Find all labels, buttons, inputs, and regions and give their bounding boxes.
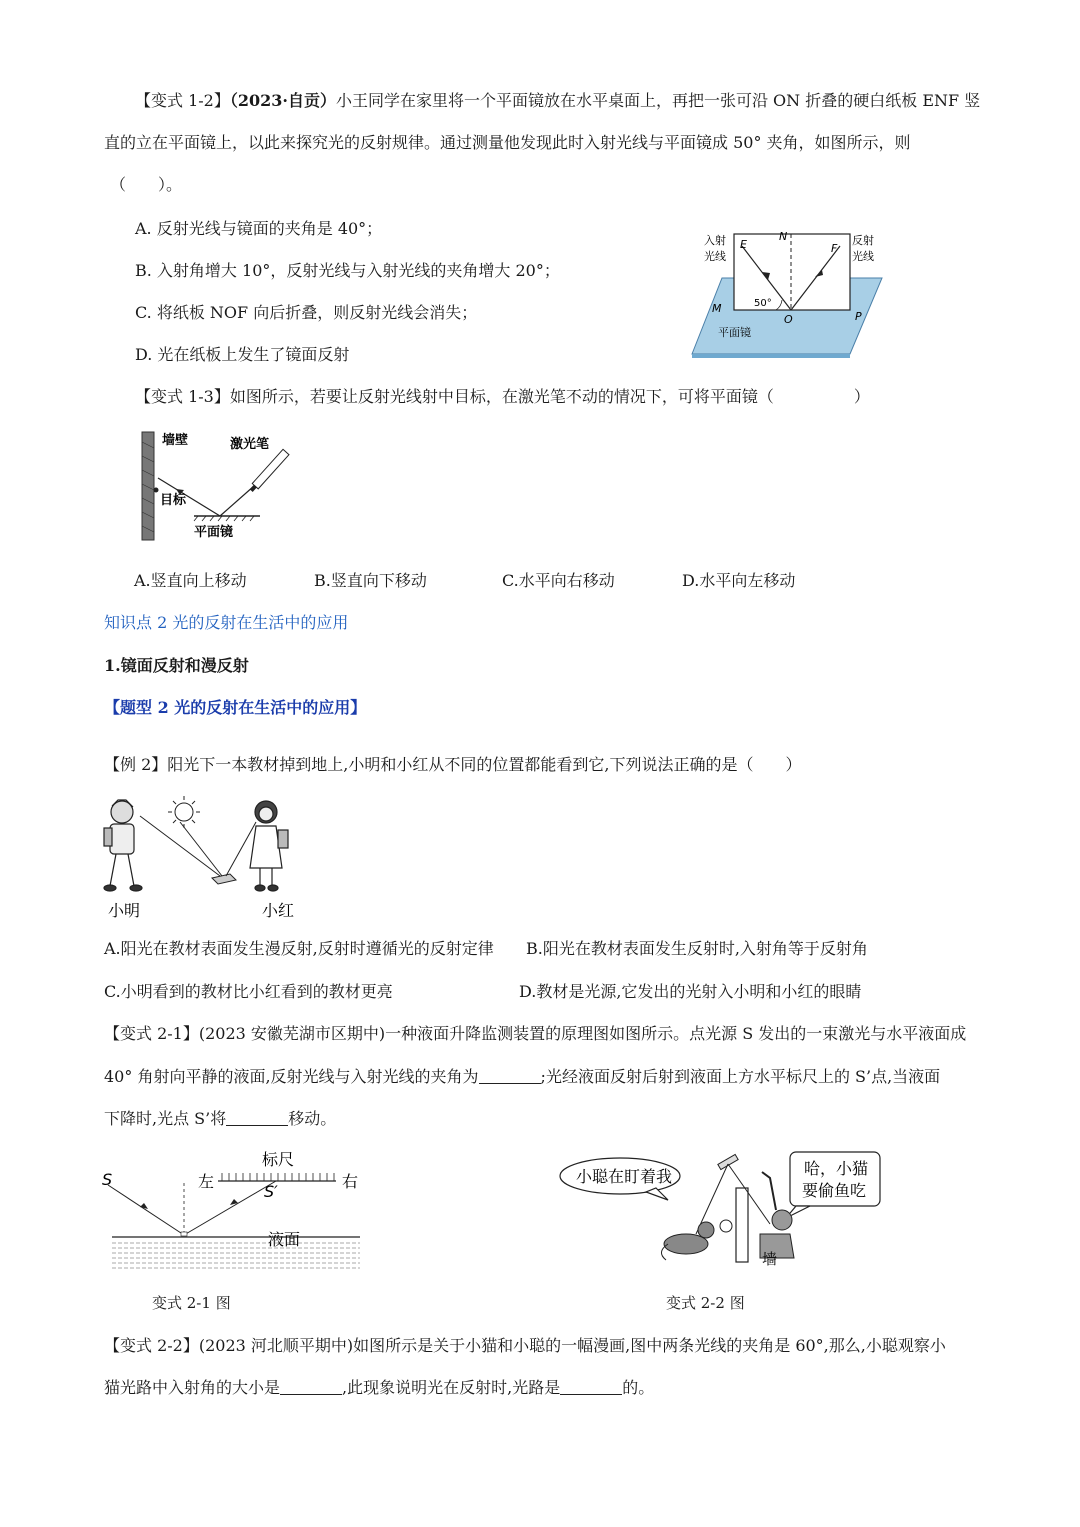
boy-figure [104,800,142,891]
q1-3-option-b: B.竖直向下移动 [314,571,427,590]
q2-1-figure-caption: 变式 2-1 图 [152,1294,231,1312]
q1-3-option-a: A.竖直向上移动 [134,571,247,590]
incident-laser-ray [108,1185,184,1235]
example-2-option-b: B.阳光在教材表面发生反射时,入射角等于反射角 [526,939,868,958]
mirror-label: 平面镜 [718,326,751,339]
q2-2-blank-2[interactable] [560,1378,622,1395]
q2-1-stem-3a: 下降时,光点 S’将 [104,1109,227,1128]
label-p: P [855,310,862,323]
question-type-2-heading: 【题型 2 光的反射在生活中的应用】 [104,698,367,717]
q2-1-stem-3 [104,1109,336,1129]
incidence-point [181,1232,187,1236]
laser-incident-ray [220,486,254,516]
q2-2-stem-2 [104,1378,654,1398]
label-o: O [784,313,793,326]
wall-label: 墙 [762,1250,778,1268]
q1-2-label: 【变式 1-2】 [135,91,230,110]
q1-2-option-a: A. 反射光线与镜面的夹角是 40°； [135,219,383,238]
wall-shape [736,1188,748,1262]
example-2-stem: 【例 2】阳光下一本教材掉到地上,小明和小红从不同的位置都能看到它,下列说法正确的是（ ） [104,755,802,774]
example-2-option-d: D.教材是光源,它发出的光射入小明和小红的眼睛 [519,982,862,1001]
q2-1-liquid-level-figure [98,1145,368,1273]
top-mirror [718,1154,738,1169]
q2-2-cartoon-figure [556,1148,886,1272]
q1-3-option-d: D.水平向左移动 [682,571,796,590]
xiaoming-label: 小明 [108,901,141,920]
q1-2-option-b: B. 入射角增大 10°，反射光线与入射光线的夹角增大 20°； [135,261,560,280]
ruler-ticks [222,1173,334,1181]
q1-2-line-1 [135,91,980,111]
label-s-prime: S′ [264,1182,278,1201]
q1-2-option-c: C. 将纸板 NOF 向后折叠，则反射光线会消失； [135,303,478,322]
example-2-option-a: A.阳光在教材表面发生漫反射,反射时遵循光的反射定律 [104,939,494,958]
angle-label: 50° [754,298,772,309]
right-label: 右 [342,1172,359,1191]
knowledge-point-2-heading: 知识点 2 光的反射在生活中的应用 [104,613,349,632]
laser-label: 激光笔 [230,437,270,452]
label-e: E [740,238,747,251]
q1-2-reflection-figure [690,222,890,358]
subheading-mirror-diffuse: 1.镜面反射和漫反射 [104,656,249,675]
mirror-label: 平面镜 [194,525,234,540]
q2-2-stem-2b: ,此现象说明光在反射时,光路是 [342,1378,561,1397]
wall-shape [142,432,154,540]
q2-1-stem-1: 【变式 2-1】(2023 安徽芜湖市区期中)一种液面升降监测装置的原理图如图所示。点光源 S 发出的一束激光与水平液面成 [104,1024,967,1043]
reflect-label-2: 光线 [852,250,874,263]
sun-icon [168,796,200,828]
label-n: N [779,230,788,243]
target-point [154,488,159,493]
q1-2-option-d: D. 光在纸板上发生了镜面反射 [135,345,350,364]
incident-label-1: 入射 [704,234,726,247]
girl-figure [250,801,288,891]
reflect-label-1: 反射 [852,234,874,247]
target-label: 目标 [160,493,187,508]
q2-2-stem-2c: 的。 [622,1378,655,1397]
q2-1-stem-3b: 移动。 [288,1109,337,1128]
example-2-figure [100,790,305,922]
left-label: 左 [198,1172,215,1191]
ray-to-book-1 [140,816,220,876]
q1-2-source: （2023·自贡） [229,91,336,110]
q1-3-stem: 【变式 1-3】如图所示，若要让反射光线射中目标，在激光笔不动的情况下，可将平面镜（ ） [135,387,870,406]
liquid-body [112,1243,360,1268]
cat-figure [661,1222,714,1260]
q2-2-figure-caption: 变式 2-2 图 [666,1294,745,1312]
q1-2-stem-1: 小王同学在家里将一个平面镜放在水平桌面上，再把一张可沿 ON 折叠的硬白纸板 ENF 竖 [335,91,981,110]
q2-1-stem-2b: ;光经液面反射后射到液面上方水平标尺上的 S’点,当液面 [540,1067,941,1086]
xiaohong-label: 小红 [262,901,295,920]
liquid-label: 液面 [268,1230,301,1249]
q2-1-blank-1[interactable] [479,1067,541,1084]
wall-label: 墙壁 [162,433,189,448]
mirror-edge [692,354,850,358]
label-m: M [712,302,722,315]
boy-figure [760,1172,794,1258]
right-bubble-text-1: 哈，小猫 [804,1159,869,1178]
textbook-shape [212,874,236,884]
label-s: S [102,1170,113,1189]
q2-1-stem-2a: 40° 角射向平静的液面,反射光线与入射光线的夹角为 [104,1067,479,1086]
example-2-option-c: C.小明看到的教材比小红看到的教材更亮 [104,982,393,1001]
q1-3-option-c: C.水平向右移动 [502,571,615,590]
fish-bowl-icon [720,1220,732,1232]
q1-3-laser-figure [136,428,306,548]
left-bubble-text: 小聪在盯着我 [576,1167,673,1186]
q2-2-blank-1[interactable] [280,1378,342,1395]
q2-1-stem-2 [104,1067,940,1087]
right-bubble-text-2: 要偷鱼吃 [802,1181,867,1200]
ray-to-book-2 [180,822,222,876]
q2-1-blank-2[interactable] [226,1109,288,1126]
ruler-label: 标尺 [262,1150,295,1169]
q1-2-stem-3: （ ）。 [110,175,183,194]
laser-pen [248,449,289,493]
label-f: F [831,242,838,255]
q2-2-stem-1: 【变式 2-2】(2023 河北顺平期中)如图所示是关于小猫和小聪的一幅漫画,图中两条光线的夹角是 60°,那么,小聪观察小 [104,1336,946,1355]
q2-2-stem-2a: 猫光路中入射角的大小是 [104,1378,281,1397]
q1-2-stem-2: 直的立在平面镜上，以此来探究光的反射规律。通过测量他发现此时入射光线与平面镜成 50° 夹角，如图所示，则 [104,133,911,152]
incident-label-2: 光线 [704,250,726,263]
